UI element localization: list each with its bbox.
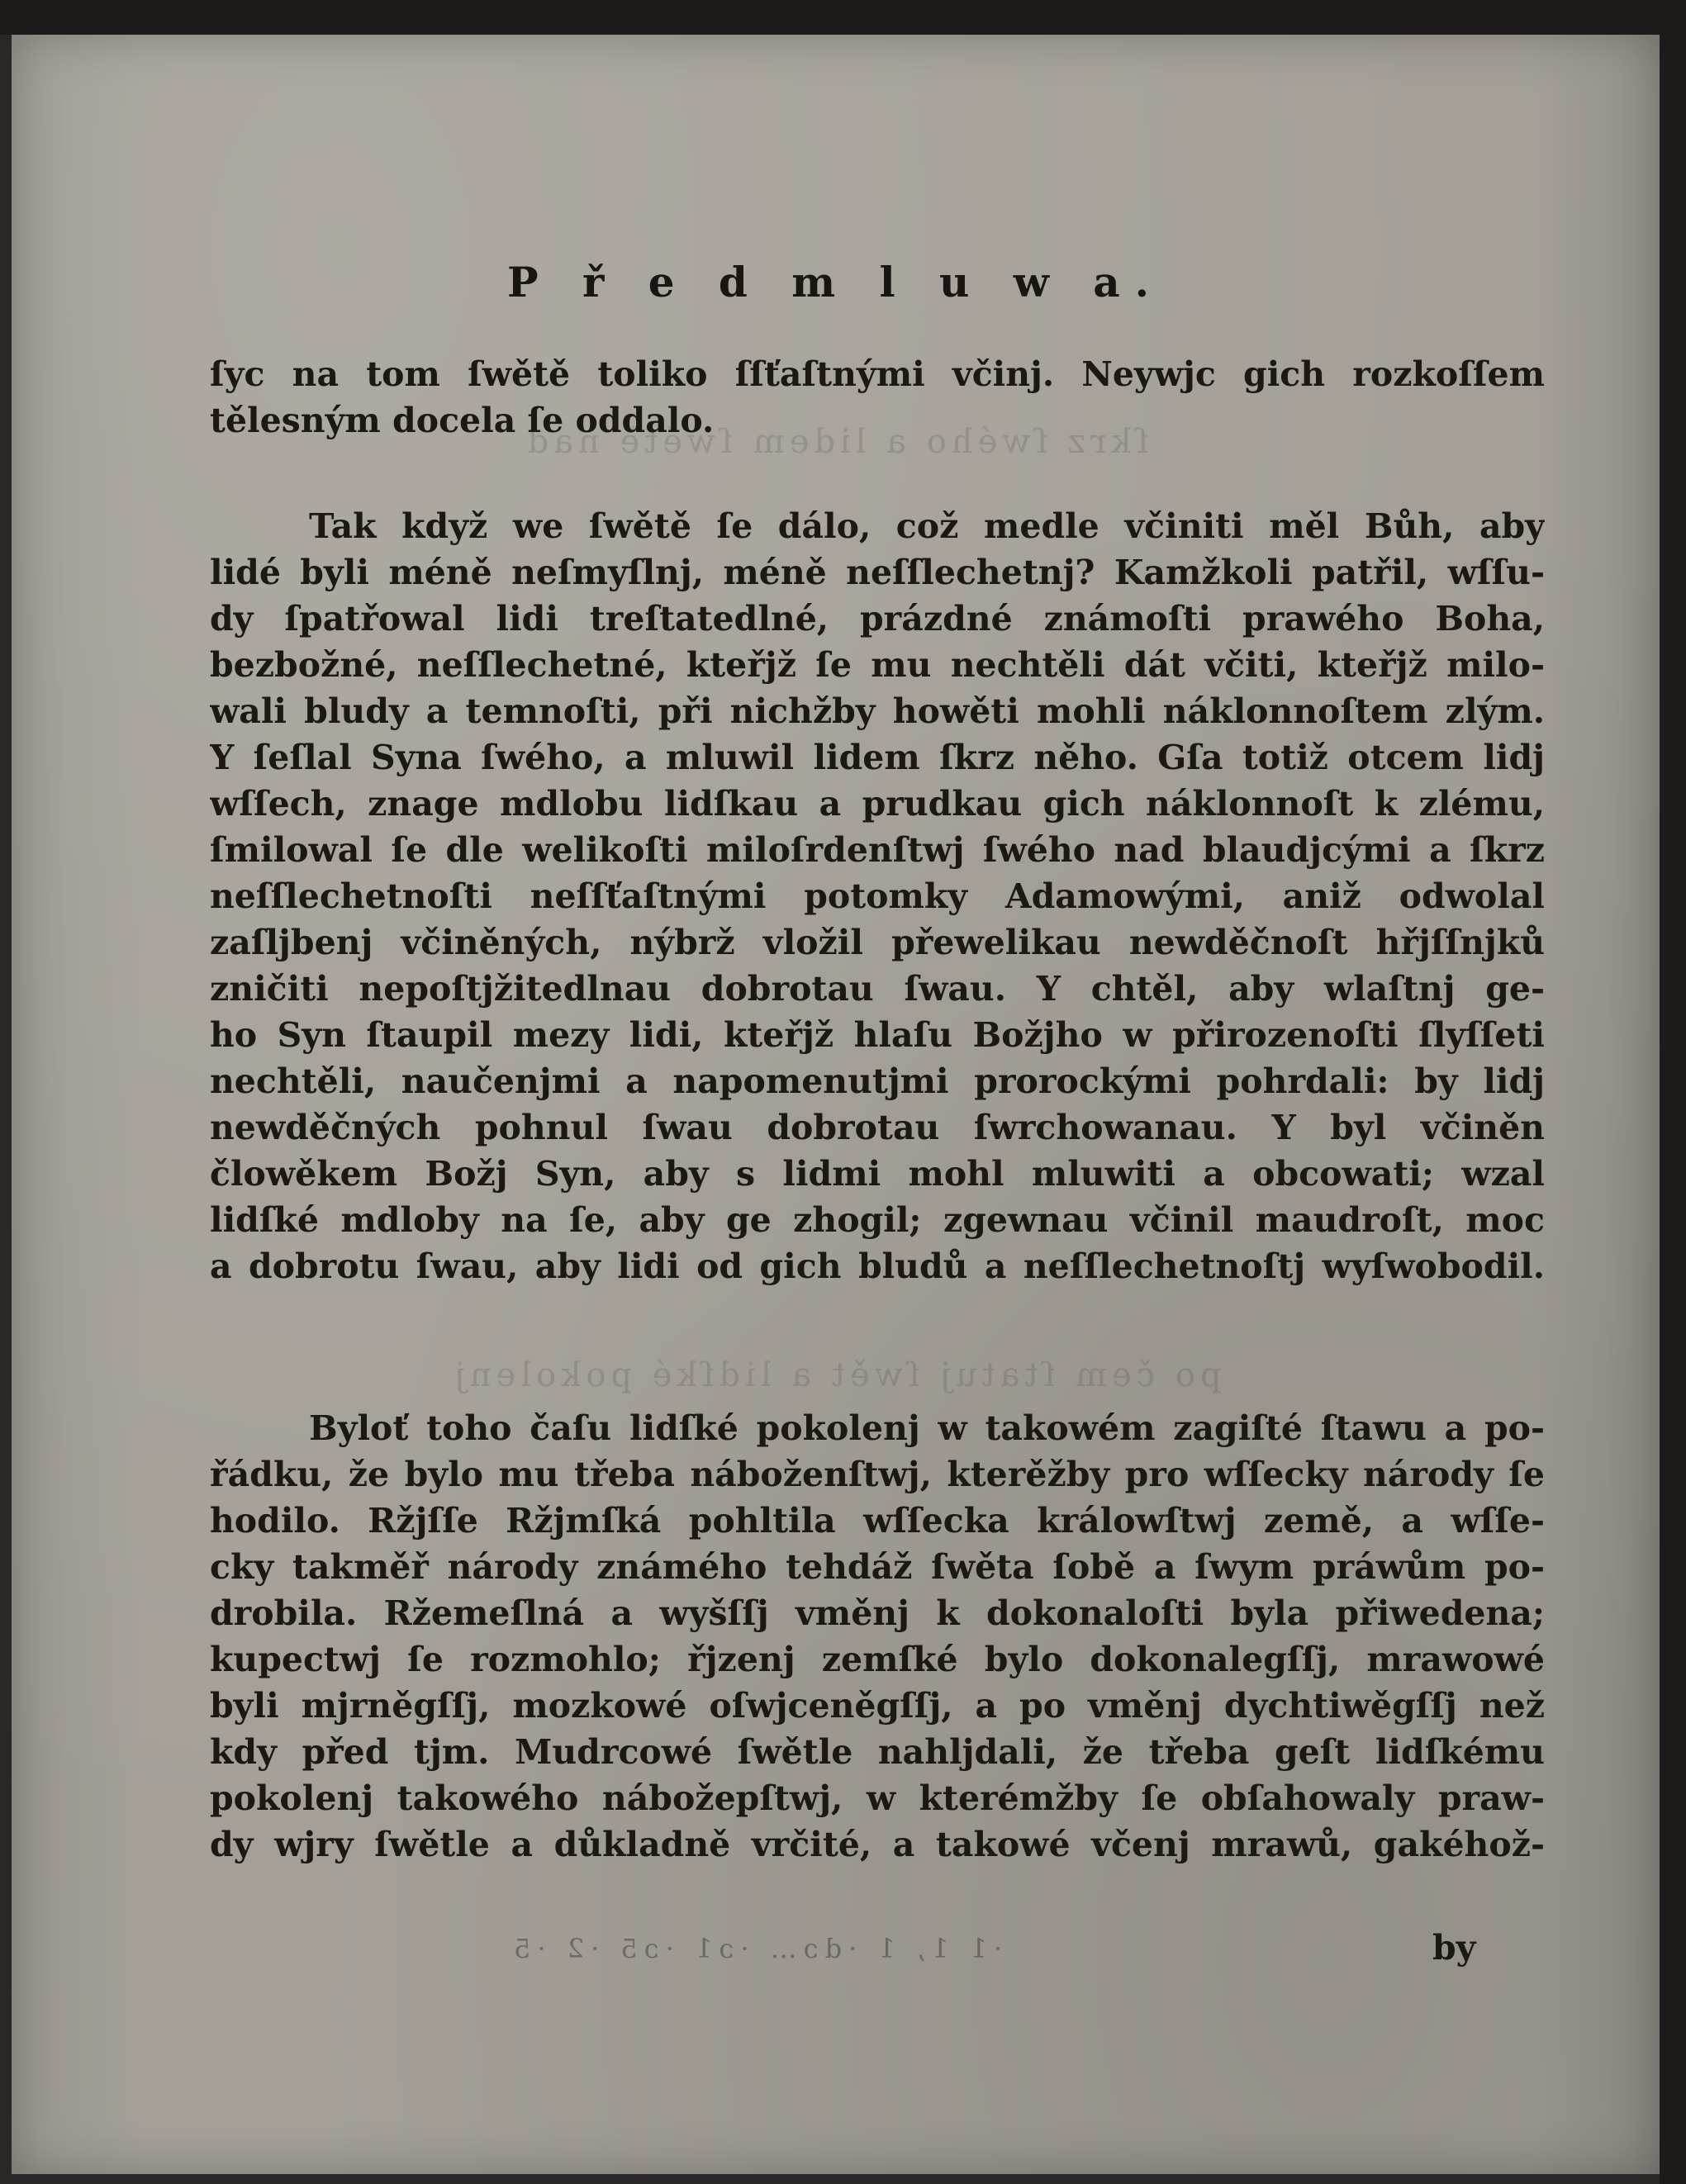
paper-page [12,35,1660,2174]
text-line: ſmilowal ſe dle welikoſti miloſrdenſtwj ſwého nad blaudjcými a ſkrz [210,830,1545,870]
text-line: lidé byli méně neſmyſlnj, méně neſſlechetnj? Kamžkoli patřil, wſſu- [210,553,1545,592]
scan-top-border [0,0,1686,35]
text-line: ſyc na tom ſwětě toliko ſſťaſtnými včinj. Neywjc gich rozkoſſem [210,354,1545,394]
text-line: pokolenj takowého nábožepſtwj, w kterémžby ſe obſahowaly praw- [210,1778,1545,1818]
text-line: hodilo. Ržjſſe Ržjmſká pohltila wſſecka králowſtwj země, a wſſe- [210,1501,1545,1541]
text-line: bezbožné, neſſlechetné, kteřjž ſe mu nechtěli dát včiti, kteřjž milo- [210,645,1545,685]
text-line: nechtěli, naučenjmi a napomenutjmi prorockými pohrdali: by lidj [210,1061,1545,1101]
text-line: kupectwj ſe rozmohlo; řjzenj zemſké bylo dokonalegſſj, mrawowé [210,1640,1545,1679]
text-line: řádku, že bylo mu třeba náboženſtwj, kterěžby pro wſſecky národy ſe [210,1455,1545,1494]
text-line: zaſljbenj včiněných, nýbrž vložil přewelikau newděčnoſt hřjſſnjků [210,923,1545,962]
text-line: zničiti nepoſtjžitedlnau dobrotau ſwau. Y chtěl, aby wlaſtnj ge- [210,969,1545,1009]
text-line: byli mjrněgſſj, mozkowé oſwjceněgſſj, a po vměnj dychtiwěgſſj než [210,1686,1545,1726]
footnote-show-through: ·1 1, 1 ·dɔ… ·ɔ1 ·ɔ5 ·2 ·5 [507,1933,1003,1964]
text-line: tělesným docela ſe oddalo. [210,401,715,440]
text-line: dy wjry ſwětle a důkladně vrčité, a takowé včenj mrawů, gakéhož- [210,1825,1545,1864]
text-line: wali bludy a temnoſti, při nichžby howěti mohli náklonnoſtem zlým. [210,691,1545,731]
text-line: dy ſpatřowal lidi treſtatedlné, prázdné známoſti prawého Boha, [210,599,1545,639]
text-line: Byloť toho čaſu lidſké pokolenj w takowém zagiſté ſtawu a po- [309,1408,1545,1448]
show-through-bleed: po čem ſtatuj ſwět a lidſké pokolenj [449,1356,1222,1394]
text-line: Y ſeſlal Syna ſwého, a mluwil lidem ſkrz něho. Gſa totiž otcem lidj [210,738,1545,777]
text-line: člowěkem Božj Syn, aby s lidmi mohl mluwiti a obcowati; wzal [210,1154,1545,1194]
text-line: drobila. Ržemeſlná a wyšſſj vměnj k dokonaloſti byla přiwedena; [210,1593,1545,1633]
text-line: Tak když we ſwětě ſe dálo, což medle včiniti měl Bůh, aby [309,506,1545,546]
text-line: cky takměř národy známého tehdáž ſwěta ſobě a ſwym práwům po- [210,1547,1545,1587]
text-line: ho Syn ſtaupil mezy lidi, kteřjž hlaſu Božjho w přirozenoſti ſlyſſeti [210,1015,1545,1055]
text-line: newděčných pohnul ſwau dobrotau ſwrchowanau. Y byl včiněn [210,1108,1545,1147]
page-heading: P ř e d m l u w a. [506,258,1165,306]
text-line: wſſech, znage mdlobu lidſkau a prudkau gich náklonnoſt k zlému, [210,784,1545,824]
scan-right-border [1660,0,1686,2184]
text-line: lidſké mdloby na ſe, aby ge zhogil; zgewnau včinil maudroſt, moc [210,1200,1545,1240]
show-through-bleed: ſkrz ſwého a lidem ſwětě nad [522,423,1149,461]
catchword: by [1432,1928,1476,1968]
text-line: kdy před tjm. Mudrcowé ſwětle nahljdali, že třeba geſt lidſkému [210,1732,1545,1772]
text-line: a dobrotu ſwau, aby lidi od gich bludů a neſſlechetnoſtj wyſwobodil. [210,1246,1545,1286]
text-line: neſſlechetnoſti neſſťaſtnými potomky Adamowými, aniž odwolal [210,876,1545,916]
